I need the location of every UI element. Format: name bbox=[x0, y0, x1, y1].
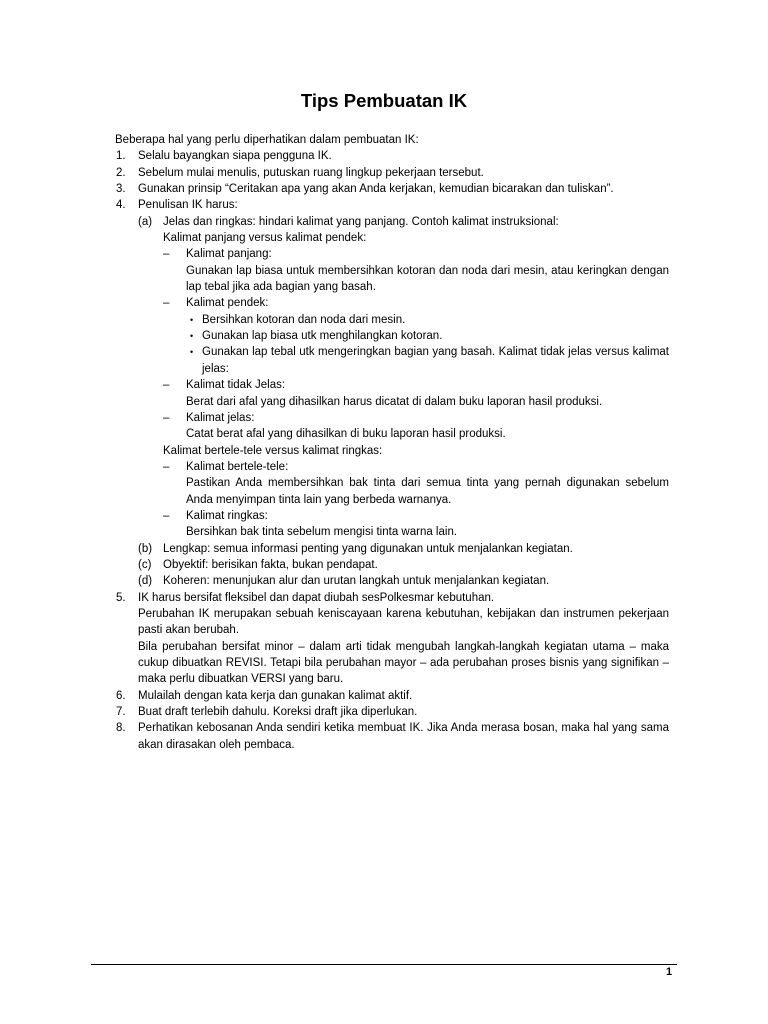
document-body bbox=[115, 132, 669, 753]
list-text: Gunakan prinsip “Ceritakan apa yang akan Anda kerjakan, kemudian bicarakan dan tuliskan”. bbox=[138, 183, 614, 196]
list-item-1 bbox=[115, 148, 669, 164]
sub-item-d bbox=[115, 573, 669, 589]
footer-divider bbox=[91, 964, 677, 965]
list-text: IK harus bersifat fleksibel dan dapat diubah sesPolkesmar kebutuhan. bbox=[138, 591, 495, 604]
sub-label: (b) bbox=[138, 542, 153, 555]
sub-text: Lengkap: semua informasi penting yang digunakan untuk menjalankan kegiatan. bbox=[163, 542, 573, 555]
bullet-item bbox=[115, 312, 669, 328]
dash-body-kalimat-ringkas: Bersihkan bak tinta sebelum mengisi tinta warna lain. bbox=[186, 526, 458, 539]
list-number: 1. bbox=[116, 150, 126, 163]
list-item-4 bbox=[115, 197, 669, 213]
dash-item-kalimat-jelas bbox=[115, 410, 669, 426]
sub-heading-panjang-pendek: Kalimat panjang versus kalimat pendek: bbox=[163, 232, 367, 245]
dash-body-kalimat-bertele: Pastikan Anda membersihkan bak tinta dari semua tinta yang pernah digunakan sebelum Anda menyimpan tinta lain yang berbeda warnanya. bbox=[186, 477, 669, 506]
dash-item-kalimat-bertele bbox=[115, 459, 669, 475]
sub-item-a bbox=[115, 214, 669, 230]
bullet-text: Gunakan lap tebal utk mengeringkan bagian yang basah. Kalimat tidak jelas versus kalimat jelas: bbox=[202, 346, 669, 375]
dash-body-kalimat-jelas: Catat berat afal yang dihasilkan di buku laporan hasil produksi. bbox=[186, 428, 506, 441]
dash-heading: Kalimat ringkas: bbox=[186, 509, 268, 522]
sub-label: (a) bbox=[138, 215, 153, 228]
dash-heading: Kalimat jelas: bbox=[186, 411, 255, 424]
item5-paragraph-1: Perubahan IK merupakan sebuah keniscayaan karena kebutuhan, kebijakan dan instrumen pekerjaan pasti akan berubah. bbox=[138, 607, 669, 637]
dash-heading: Kalimat tidak Jelas: bbox=[186, 379, 286, 392]
list-item-5 bbox=[115, 590, 669, 606]
bullet-text: Gunakan lap biasa utk menghilangkan kotoran. bbox=[202, 330, 443, 343]
list-text: Sebelum mulai menulis, putuskan ruang lingkup pekerjaan tersebut. bbox=[138, 166, 484, 179]
dash-marker: – bbox=[163, 248, 170, 261]
sub-item-c bbox=[115, 557, 669, 573]
dash-marker: – bbox=[163, 297, 170, 310]
bullet-marker: • bbox=[190, 331, 194, 342]
dash-marker: – bbox=[163, 460, 170, 473]
bullet-marker: • bbox=[190, 347, 194, 358]
list-text: Mulailah dengan kata kerja dan gunakan kalimat aktif. bbox=[138, 689, 413, 702]
sub-text: Koheren: menunjukan alur dan urutan langkah untuk menjalankan kegiatan. bbox=[163, 575, 550, 588]
list-text: Buat draft terlebih dahulu. Koreksi draft jika diperlukan. bbox=[138, 706, 418, 719]
bullet-item bbox=[115, 328, 669, 344]
dash-item-kalimat-tidak-jelas bbox=[115, 377, 669, 393]
dash-body-kalimat-tidak-jelas: Berat dari afal yang dihasilkan harus dicatat di dalam buku laporan hasil produksi. bbox=[186, 395, 603, 408]
sub-text: Jelas dan ringkas: hindari kalimat yang panjang. Contoh kalimat instruksional: bbox=[163, 215, 559, 228]
list-number: 4. bbox=[116, 199, 126, 212]
list-number: 7. bbox=[116, 706, 126, 719]
bullet-item bbox=[115, 344, 669, 377]
dash-marker: – bbox=[163, 411, 170, 424]
dash-item-kalimat-ringkas bbox=[115, 508, 669, 524]
sub-heading-bertele-ringkas: Kalimat bertele-tele versus kalimat ringkas: bbox=[163, 444, 383, 457]
list-text: Selalu bayangkan siapa pengguna IK. bbox=[138, 150, 332, 163]
sub-item-b bbox=[115, 541, 669, 557]
intro-text: Beberapa hal yang perlu diperhatikan dalam pembuatan IK: bbox=[115, 134, 419, 146]
sub-label: (d) bbox=[138, 575, 153, 588]
dash-marker: – bbox=[163, 509, 170, 522]
list-item-3 bbox=[115, 181, 669, 197]
sub-text: Obyektif: berisikan fakta, bukan pendapat. bbox=[163, 558, 378, 571]
sub-label: (c) bbox=[138, 558, 152, 571]
bullet-marker: • bbox=[190, 314, 194, 325]
list-number: 3. bbox=[116, 183, 126, 196]
dash-heading: Kalimat bertele-tele: bbox=[186, 460, 289, 473]
list-item-2 bbox=[115, 165, 669, 181]
dash-body-kalimat-panjang: Gunakan lap biasa untuk membersihkan kotoran dan noda dari mesin, atau keringkan dengan lap tebal jika ada bagian yang basah. bbox=[186, 264, 669, 294]
list-number: 8. bbox=[116, 722, 126, 735]
list-number: 5. bbox=[116, 591, 126, 604]
list-item-6 bbox=[115, 688, 669, 704]
page-number: 1 bbox=[666, 966, 673, 978]
item5-paragraph-2: Bila perubahan bersifat minor – dalam arti tidak mengubah langkah-langkah kegiatan utama – maka cukup dibuatkan REVISI. Tetapi bila perubahan mayor – ada perubahan proses bisnis yang signifikan – maka perlu dibuatkan VERSI yang baru. bbox=[138, 640, 669, 686]
dash-heading: Kalimat panjang: bbox=[186, 248, 272, 261]
list-item-7 bbox=[115, 704, 669, 720]
list-text: Perhatikan kebosanan Anda sendiri ketika membuat IK. Jika Anda merasa bosan, maka hal yang sama akan dirasakan oleh pembaca. bbox=[138, 722, 669, 751]
list-item-8 bbox=[115, 720, 669, 753]
list-number: 2. bbox=[116, 166, 126, 179]
document-title: Tips Pembuatan IK bbox=[300, 90, 468, 111]
bullet-text: Bersihkan kotoran dan noda dari mesin. bbox=[202, 313, 406, 326]
dash-marker: – bbox=[163, 379, 170, 392]
list-text: Penulisan IK harus: bbox=[138, 199, 238, 212]
list-number: 6. bbox=[116, 689, 126, 702]
dash-item-kalimat-pendek bbox=[115, 295, 669, 311]
dash-item-kalimat-panjang bbox=[115, 246, 669, 262]
dash-heading: Kalimat pendek: bbox=[186, 297, 269, 310]
